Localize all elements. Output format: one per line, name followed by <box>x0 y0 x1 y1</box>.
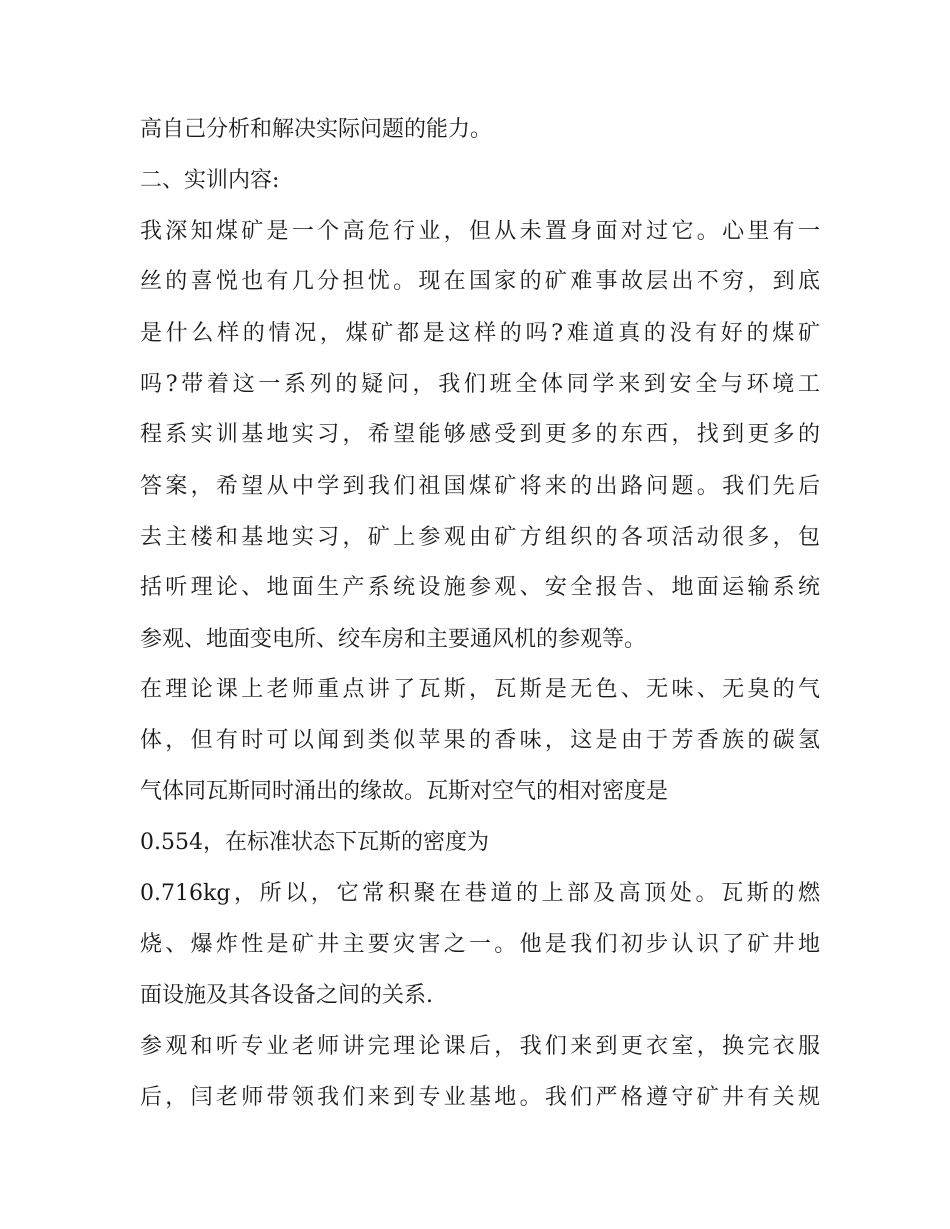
text-line: 烧、爆炸性是矿井主要灾害之一。他是我们初步认识了矿井地 <box>140 932 820 957</box>
text-line: 高自己分析和解决实际问题的能力。 <box>140 117 493 142</box>
text-line: 参观和听专业老师讲完理论课后，我们来到更衣室，换完衣服 <box>140 1034 820 1059</box>
text-line: 丝的喜悦也有几分担忧。现在国家的矿难事故层出不穷，到底 <box>140 269 820 294</box>
section-heading: 二、实训内容: <box>140 168 280 193</box>
text-line: 答案，希望从中学到我们祖国煤矿将来的出路问题。我们先后 <box>140 474 820 499</box>
text-line: 我深知煤矿是一个高危行业，但从未置身面对过它。心里有一 <box>140 219 820 244</box>
text-line: 0.716kg，所以，它常积聚在巷道的上部及高顶处。瓦斯的燃 <box>140 881 820 906</box>
text-line: 去主楼和基地实习，矿上参观由矿方组织的各项活动很多，包 <box>140 525 820 550</box>
text-line: 程系实训基地实习，希望能够感受到更多的东西，找到更多的 <box>140 422 820 447</box>
text-line: 吗?带着这一系列的疑问，我们班全体同学来到安全与环境工 <box>140 372 820 397</box>
text-line: 括听理论、地面生产系统设施参观、安全报告、地面运输系统 <box>140 575 820 600</box>
text-line: 后，闫老师带领我们来到专业基地。我们严格遵守矿井有关规 <box>140 1085 820 1110</box>
text-line: 在理论课上老师重点讲了瓦斯，瓦斯是无色、无味、无臭的气 <box>140 677 820 702</box>
text-line: 0.554，在标准状态下瓦斯的密度为 <box>140 830 489 855</box>
text-line: 参观、地面变电所、绞车房和主要通风机的参观等。 <box>140 627 647 652</box>
text-line: 体，但有时可以闻到类似苹果的香味，这是由于芳香族的碳氢 <box>140 728 820 753</box>
text-line: 是什么样的情况，煤矿都是这样的吗?难道真的没有好的煤矿 <box>140 321 820 346</box>
text-line: 气体同瓦斯同时涌出的缘故。瓦斯对空气的相对密度是 <box>140 779 669 804</box>
text-line: 面设施及其各设备之间的关系. <box>140 983 433 1008</box>
